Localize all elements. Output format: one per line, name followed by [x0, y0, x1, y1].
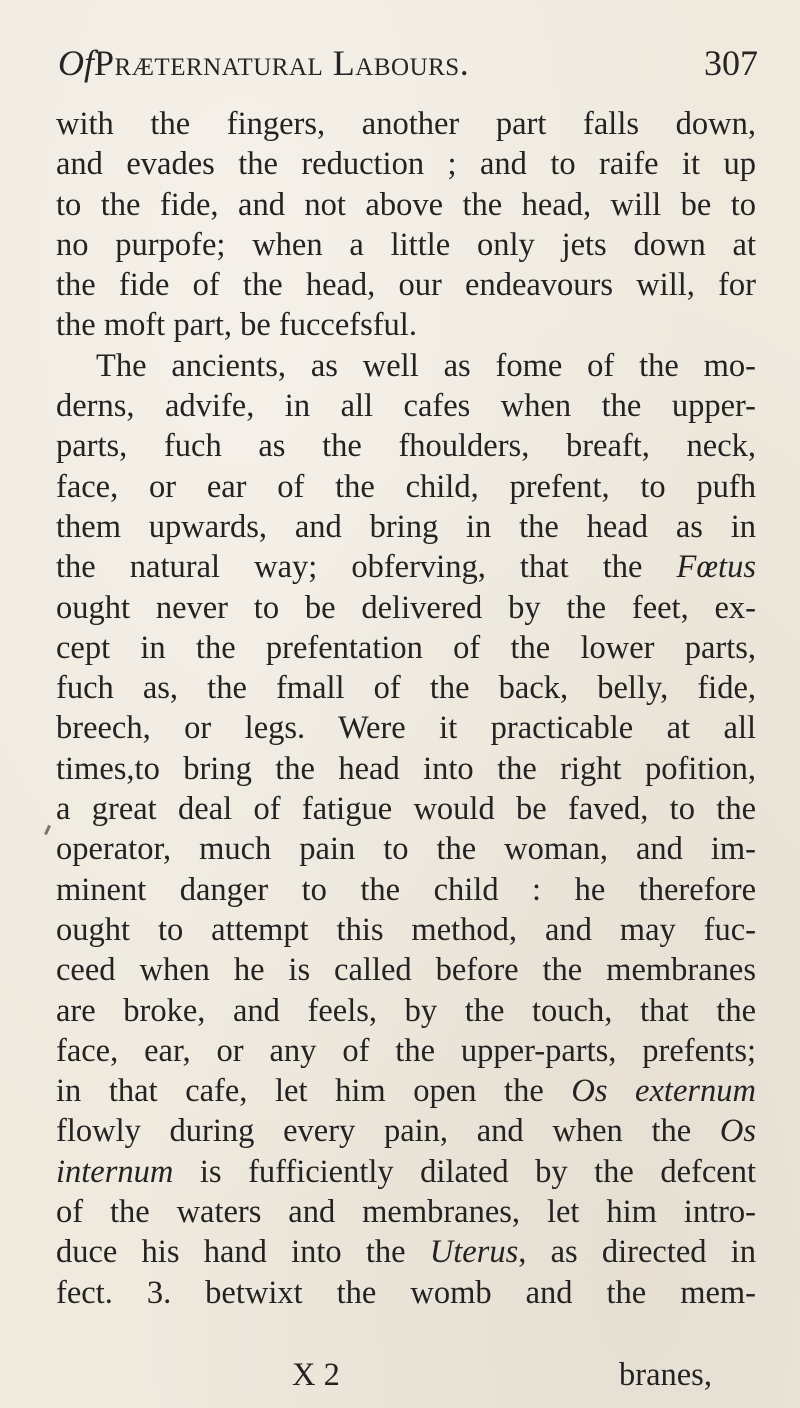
text-run: the moft part, be fuccefsful.	[56, 307, 417, 344]
text-line	[56, 346, 756, 386]
text-run: a great deal of fatigue would be faved, to the	[56, 791, 756, 828]
text-run: of the waters and membranes, let him intro-	[56, 1194, 756, 1231]
catchword: branes,	[619, 1357, 712, 1393]
text-line	[56, 1273, 756, 1313]
italic-term: Fœtus	[676, 549, 756, 586]
text-run: are broke, and feels, by the touch, that the	[56, 992, 756, 1029]
text-line	[56, 749, 756, 789]
text-run: operator, much pain to the woman, and im-	[56, 831, 756, 868]
italic-term: internum	[56, 1153, 174, 1190]
text-run: duce his hand into the	[56, 1234, 430, 1271]
text-line	[56, 789, 756, 829]
text-line	[56, 1232, 756, 1272]
margin-mark	[44, 825, 51, 835]
text-run: fuch as, the fmall of the back, belly, fide,	[56, 670, 756, 707]
italic-term: Os externum	[571, 1073, 756, 1110]
text-line	[56, 588, 756, 628]
text-run: cept in the prefentation of the lower parts,	[56, 629, 756, 666]
page-footer	[56, 1357, 756, 1399]
text-run: minent danger to the child : he therefore	[56, 871, 756, 908]
text-run: face, or ear of the child, prefent, to pufh	[56, 468, 756, 505]
body-text	[56, 104, 756, 1313]
text-line	[56, 507, 756, 547]
text-line	[56, 185, 756, 225]
italic-term: Os	[719, 1113, 756, 1150]
text-run: breech, or legs. Were it practicable at all	[56, 710, 756, 747]
text-run: them upwards, and bring in the head as in	[56, 508, 756, 545]
text-run: ought never to be delivered by the feet, ex-	[56, 589, 756, 626]
text-run: , as directed in	[518, 1234, 757, 1271]
running-head	[58, 42, 758, 98]
text-line	[56, 829, 756, 869]
text-line	[56, 386, 756, 426]
italic-term: Uterus	[429, 1234, 519, 1271]
text-run: fect. 3. betwixt the womb and the mem-	[56, 1274, 756, 1311]
running-head-title: Præternatural Labours.	[94, 43, 470, 83]
text-run: is fufficiently dilated by the defcent	[173, 1153, 756, 1190]
text-line	[56, 950, 756, 990]
text-line	[56, 668, 756, 708]
text-line	[56, 265, 756, 305]
text-line	[56, 225, 756, 265]
text-run: face, ear, or any of the upper-parts, prefents;	[56, 1032, 756, 1069]
text-run: no purpofe; when a little only jets down at	[56, 226, 756, 263]
text-line	[56, 1071, 756, 1111]
text-line	[56, 1111, 756, 1151]
text-run: to the fide, and not above the head, will be to	[56, 186, 756, 223]
text-run: times,to bring the head into the right pofition,	[56, 750, 756, 787]
signature-mark: X 2	[292, 1357, 340, 1393]
running-head-of: Of	[58, 43, 94, 83]
text-line	[56, 426, 756, 466]
text-run: ought to attempt this method, and may fuc-	[56, 911, 756, 948]
text-line	[56, 870, 756, 910]
text-run: parts, fuch as the fhoulders, breaft, neck,	[56, 428, 756, 465]
text-line	[56, 467, 756, 507]
text-line	[56, 104, 756, 144]
text-run: the fide of the head, our endeavours will, for	[56, 267, 756, 304]
text-line	[56, 144, 756, 184]
text-line	[56, 708, 756, 748]
text-run: the natural way; obferving, that the	[56, 549, 677, 586]
text-run: ceed when he is called before the membranes	[56, 952, 756, 989]
text-run: The ancients, as well as fome of the mo-	[96, 347, 756, 384]
text-run: flowly during every pain, and when the	[56, 1113, 720, 1150]
text-line	[56, 991, 756, 1031]
text-line	[56, 1031, 756, 1071]
text-line	[56, 305, 756, 345]
text-run: and evades the reduction ; and to raife it up	[56, 146, 756, 183]
text-line	[56, 628, 756, 668]
text-run: with the fingers, another part falls down,	[56, 106, 756, 142]
text-run: derns, advife, in all cafes when the upper-	[56, 388, 756, 425]
text-line	[56, 547, 756, 587]
text-line	[56, 910, 756, 950]
text-line	[56, 1152, 756, 1192]
text-line	[56, 1192, 756, 1232]
text-run: in that cafe, let him open the	[56, 1073, 572, 1110]
page-number: 307	[704, 43, 758, 83]
